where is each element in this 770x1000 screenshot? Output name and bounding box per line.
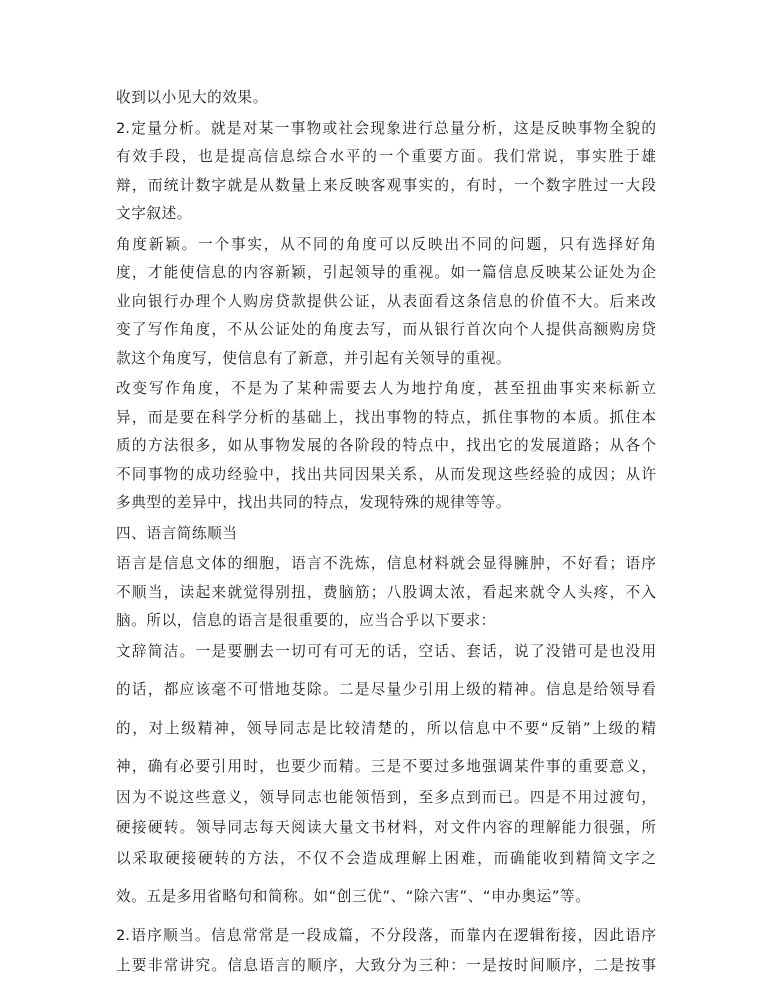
text-line: 上要非常讲究。信息语言的顺序，大致分为三种：一是按时间顺序，二是按事 xyxy=(116,957,656,974)
text-line: 文辞简洁。一是要删去一切可有可无的话，空话、套话，说了没错可是也没用 xyxy=(116,642,656,660)
text-line: 神，确有必要引用时，也要少而精。三是不要过多地强调某件事的重要意义， xyxy=(116,758,656,775)
text-line: 收到以小见大的效果。 xyxy=(116,89,268,106)
text-line: 变了写作角度，不从公证处的角度去写，而从银行首次向个人提供高额购房贷 xyxy=(116,321,656,338)
text-line: 改变写作角度，不是为了某种需要去人为地拧角度，甚至扭曲事实来标新立 xyxy=(116,380,656,397)
text-line: 2.语序顺当。信息常常是一段成篇，不分段落，而靠内在逻辑衔接，因此语序 xyxy=(116,926,656,944)
text-line: 语言是信息文体的细胞，语言不洗炼，信息材料就会显得臃肿，不好看；语序 xyxy=(116,555,656,572)
text-line: 质的方法很多，如从事物发展的各阶段的特点中，找出它的发展道路；从各个 xyxy=(116,437,656,454)
text-line: 角度新颖。一个事实，从不同的角度可以反映出不同的问题，只有选择好角 xyxy=(116,235,656,253)
text-line: 文字叙述。 xyxy=(116,205,192,222)
text-line: 业向银行办理个人购房贷款提供公证，从表面看这条信息的价值不大。后来改 xyxy=(116,292,656,310)
text-line: 的，对上级精神，领导同志是比较清楚的，所以信息中不要“反销”上级的精 xyxy=(116,719,656,737)
text-line: 硬接硬转。领导同志每天阅读大量文书材料，对文件内容的理解能力很强，所 xyxy=(116,819,656,836)
text-line: 辩，而统计数字就是从数量上来反映客观事实的，有时，一个数字胜过一大段 xyxy=(116,176,656,194)
text-line: 多典型的差异中，找出共同的特点，发现特殊的规律等等。 xyxy=(116,494,512,511)
text-line: 脑。所以，信息的语言是很重要的，应当合乎以下要求： xyxy=(116,612,496,629)
text-line: 有效手段，也是提高信息综合水平的一个重要方面。我们常说，事实胜于雄 xyxy=(116,148,656,165)
document-page xyxy=(116,84,656,981)
text-line: 2.定量分析。就是对某一事物或社会现象进行总量分析，这是反映事物全貌的 xyxy=(116,119,656,137)
text-line: 不顺当，读起来就觉得别扭，费脑筋；八股调太浓，看起来就令人头疼，不入 xyxy=(116,583,656,601)
text-line: 款这个角度写，使信息有了新意，并引起有关领导的重视。 xyxy=(116,349,512,367)
text-line: 效。五是多用省略句和简称。如“创三优”、“除六害”、“申办奥运”等。 xyxy=(116,888,591,905)
section-heading: 四、语言简练顺当 xyxy=(116,524,238,542)
text-line: 度，才能使信息的内容新颖，引起领导的重视。如一篇信息反映某公证处为企 xyxy=(116,264,656,281)
text-line: 的话，都应该毫不可惜地芟除。二是尽量少引用上级的精神。信息是给领导看 xyxy=(116,681,656,698)
text-line: 异，而是要在科学分析的基础上，找出事物的特点，抓住事物的本质。抓住本 xyxy=(116,408,656,426)
text-line: 因为不说这些意义，领导同志也能领悟到，至多点到而已。四是不用过渡句， xyxy=(116,788,656,806)
text-line: 不同事物的成功经验中，找出共同因果关系，从而发现这些经验的成因；从许 xyxy=(116,465,656,483)
text-line: 以采取硬接硬转的方法，不仅不会造成理解上困难，而确能收到精简文字之 xyxy=(116,849,656,867)
